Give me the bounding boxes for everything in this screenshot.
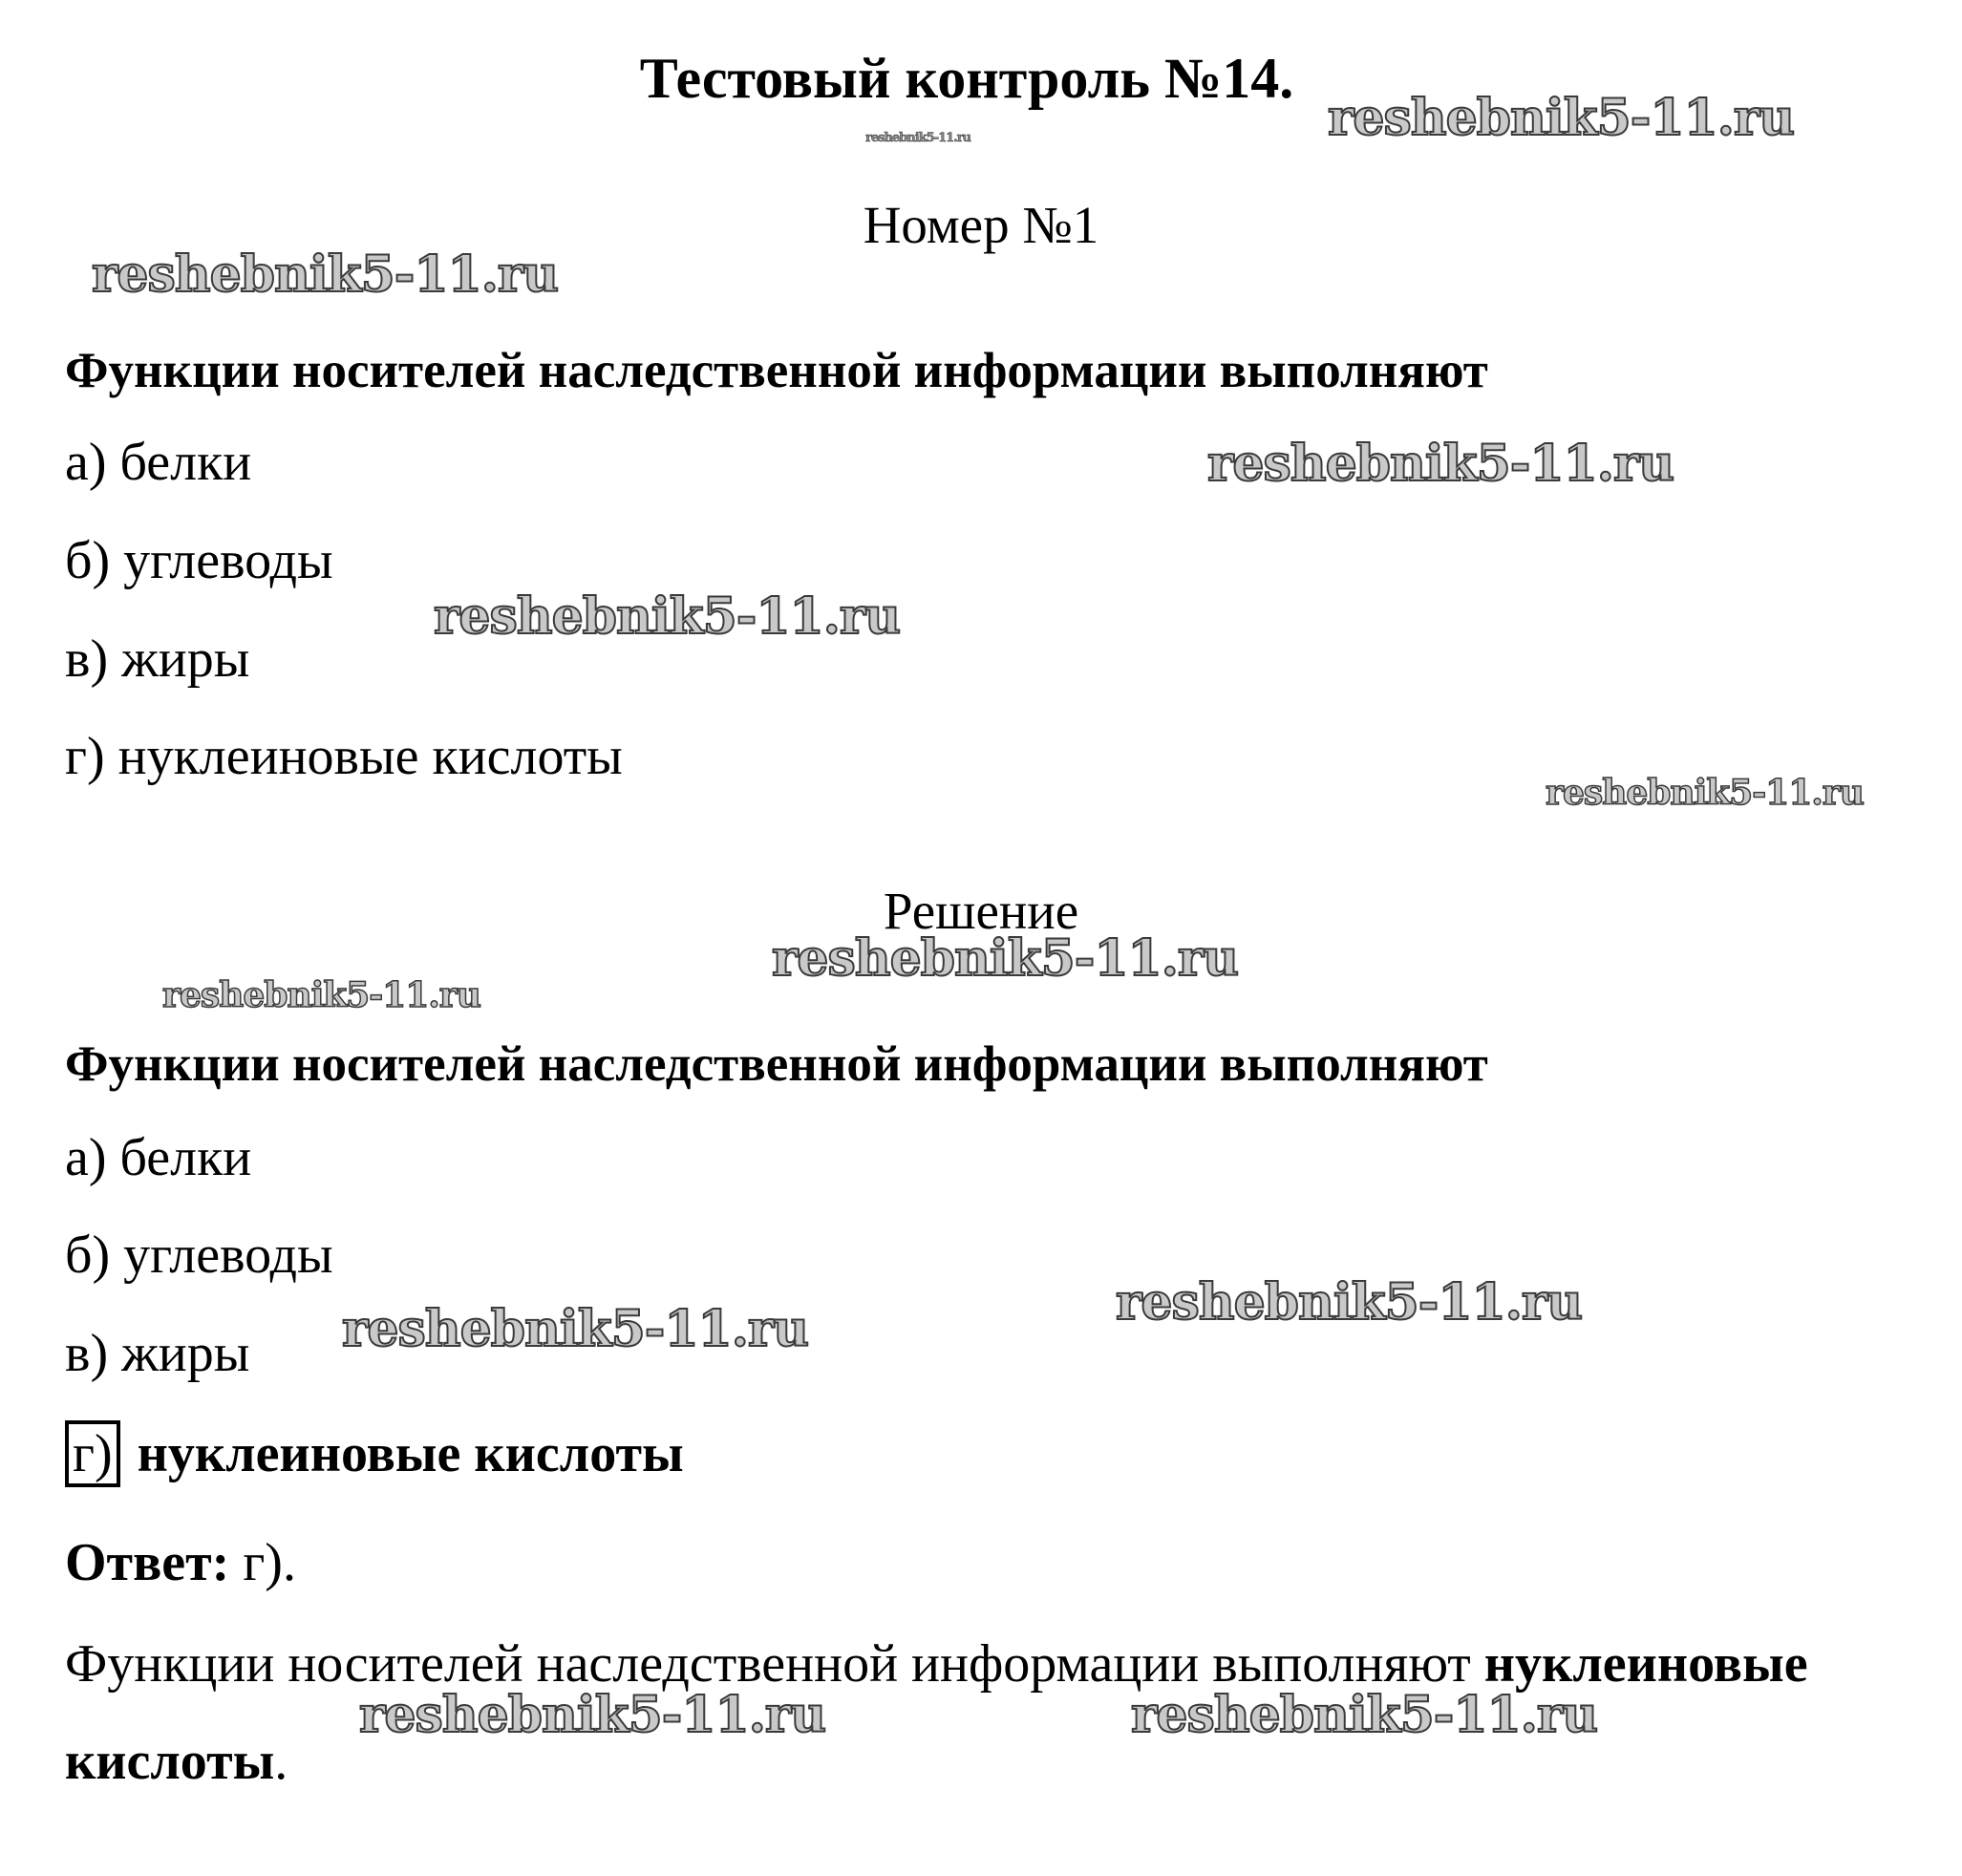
solution-option-b <box>65 1225 333 1286</box>
watermark: reshebnik5-11.ru <box>342 1300 809 1358</box>
option-text: белки <box>119 433 252 492</box>
option-label: г) <box>65 727 105 786</box>
watermark: reshebnik5-11.ru <box>359 1686 826 1744</box>
option-label: а) <box>65 433 107 492</box>
explanation-end: . <box>274 1732 288 1791</box>
explanation-line-2 <box>65 1731 288 1792</box>
explanation-bold-1: нуклеиновые <box>1483 1634 1808 1694</box>
solution-option-d-correct <box>65 1420 684 1487</box>
watermark: reshebnik5-11.ru <box>1328 89 1795 147</box>
watermark: reshebnik5-11.ru <box>1131 1686 1598 1744</box>
option-text: жиры <box>121 629 250 689</box>
option-label: а) <box>65 1128 107 1187</box>
solution-heading: Решение <box>883 882 1079 940</box>
option-text: жиры <box>121 1324 250 1383</box>
watermark: reshebnik5-11.ru <box>92 245 559 304</box>
solution-option-c <box>65 1323 249 1384</box>
answer-label: Ответ: <box>65 1533 230 1592</box>
watermark: reshebnik5-11.ru <box>865 131 971 145</box>
watermark: reshebnik5-11.ru <box>1207 435 1674 493</box>
option-text: белки <box>119 1128 252 1187</box>
watermark: reshebnik5-11.ru <box>772 929 1239 988</box>
answer-value: г). <box>243 1533 296 1592</box>
option-label: б) <box>65 1226 111 1285</box>
option-text: углеводы <box>123 1226 333 1285</box>
option-label: б) <box>65 531 111 590</box>
option-b <box>65 530 333 591</box>
watermark: reshebnik5-11.ru <box>162 975 480 1015</box>
watermark: reshebnik5-11.ru <box>1116 1273 1583 1332</box>
option-label: в) <box>65 629 109 689</box>
option-label: в) <box>65 1324 109 1383</box>
option-d <box>65 726 623 787</box>
watermark: reshebnik5-11.ru <box>1546 773 1864 813</box>
option-a <box>65 432 251 493</box>
question-text: Функции носителей наследственной информации выполняют <box>65 343 1488 398</box>
explanation-bold-2: кислоты <box>65 1732 275 1791</box>
option-text: нуклеиновые кислоты <box>137 1424 684 1483</box>
watermark: reshebnik5-11.ru <box>434 587 901 646</box>
answer-line <box>65 1532 296 1593</box>
option-text: углеводы <box>123 531 333 590</box>
explanation-text: Функции носителей наследственной информации выполняют <box>65 1634 1471 1694</box>
option-text: нуклеиновые кислоты <box>117 727 623 786</box>
solution-question-text: Функции носителей наследственной информации выполняют <box>65 1036 1488 1092</box>
problem-heading: Номер №1 <box>863 196 1099 254</box>
correct-option-box: г) <box>65 1420 120 1487</box>
solution-option-a <box>65 1127 251 1188</box>
page-title: Тестовый контроль №14. <box>639 47 1294 110</box>
option-c <box>65 629 249 690</box>
